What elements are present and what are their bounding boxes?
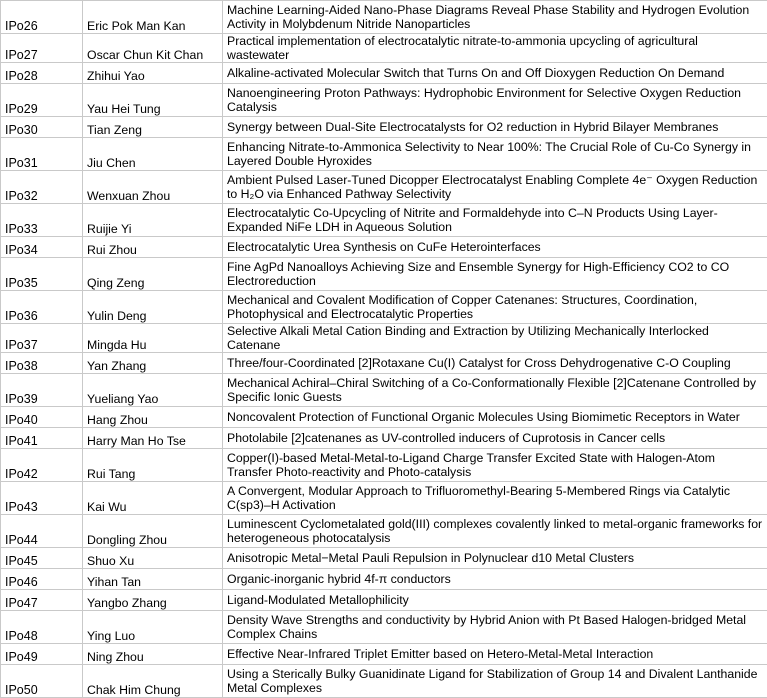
poster-title-cell[interactable]: Practical implementation of electrocatalytic nitrate-to-ammonia upcycling of agricultural wastewater: [223, 34, 767, 63]
table-row: [1, 569, 767, 590]
poster-id-cell[interactable]: IPo50: [1, 665, 83, 698]
presenter-name-cell[interactable]: Rui Zhou: [83, 237, 223, 258]
poster-title-cell[interactable]: Ligand-Modulated Metallophilicity: [223, 590, 767, 611]
table-row: [1, 590, 767, 611]
poster-id-cell[interactable]: IPo36: [1, 291, 83, 324]
poster-title-cell[interactable]: Mechanical and Covalent Modification of Copper Catenanes: Structures, Coordination, Photophysical and Electrocatalytic Properties: [223, 291, 767, 324]
table-row: [1, 258, 767, 291]
presenter-name-cell[interactable]: Mingda Hu: [83, 324, 223, 353]
presenter-name-cell[interactable]: Yulin Deng: [83, 291, 223, 324]
presenter-name-cell[interactable]: Rui Tang: [83, 449, 223, 482]
poster-title-cell[interactable]: Photolabile [2]catenanes as UV-controlled inducers of Cuprotosis in Cancer cells: [223, 428, 767, 449]
presenter-name-cell[interactable]: Yihan Tan: [83, 569, 223, 590]
presenter-name-cell[interactable]: Hang Zhou: [83, 407, 223, 428]
table-row: [1, 353, 767, 374]
poster-title-cell[interactable]: Using a Sterically Bulky Guanidinate Ligand for Stabilization of Group 14 and Divalent Lanthanide Metal Complexes: [223, 665, 767, 698]
table-row: [1, 482, 767, 515]
table-row: [1, 291, 767, 324]
poster-title-cell[interactable]: Synergy between Dual-Site Electrocatalysts for O2 reduction in Hybrid Bilayer Membranes: [223, 117, 767, 138]
presenter-name-cell[interactable]: Tian Zeng: [83, 117, 223, 138]
presenter-name-cell[interactable]: Ruijie Yi: [83, 204, 223, 237]
poster-title-cell[interactable]: Effective Near-Infrared Triplet Emitter based on Hetero-Metal-Metal Interaction: [223, 644, 767, 665]
poster-id-cell[interactable]: IPo30: [1, 117, 83, 138]
poster-title-cell[interactable]: Fine AgPd Nanoalloys Achieving Size and Ensemble Synergy for High-Efficiency CO2 to CO Electroreduction: [223, 258, 767, 291]
table-row: [1, 117, 767, 138]
table-row: [1, 374, 767, 407]
presenter-name-cell[interactable]: Yau Hei Tung: [83, 84, 223, 117]
presenter-name-cell[interactable]: Harry Man Ho Tse: [83, 428, 223, 449]
table-row: [1, 1, 767, 34]
poster-title-cell[interactable]: Electrocatalytic Urea Synthesis on CuFe Heterointerfaces: [223, 237, 767, 258]
presenter-name-cell[interactable]: Chak Him Chung: [83, 665, 223, 698]
poster-title-cell[interactable]: Noncovalent Protection of Functional Organic Molecules Using Biomimetic Receptors in Water: [223, 407, 767, 428]
poster-id-cell[interactable]: IPo37: [1, 324, 83, 353]
poster-title-cell[interactable]: Nanoengineering Proton Pathways: Hydrophobic Environment for Selective Oxygen Reduction Catalysis: [223, 84, 767, 117]
presenter-name-cell[interactable]: Ying Luo: [83, 611, 223, 644]
poster-id-cell[interactable]: IPo49: [1, 644, 83, 665]
poster-id-cell[interactable]: IPo34: [1, 237, 83, 258]
table-row: [1, 611, 767, 644]
poster-id-cell[interactable]: IPo28: [1, 63, 83, 84]
poster-title-cell[interactable]: Mechanical Achiral–Chiral Switching of a Co-Conformationally Flexible [2]Catenane Controlled by Specific Ionic Guests: [223, 374, 767, 407]
presenter-name-cell[interactable]: Jiu Chen: [83, 138, 223, 171]
table-row: [1, 138, 767, 171]
poster-id-cell[interactable]: IPo35: [1, 258, 83, 291]
presenter-name-cell[interactable]: Ning Zhou: [83, 644, 223, 665]
poster-id-cell[interactable]: IPo29: [1, 84, 83, 117]
table-row: [1, 515, 767, 548]
table-row: [1, 204, 767, 237]
poster-title-cell[interactable]: Anisotropic Metal−Metal Pauli Repulsion in Polynuclear d10 Metal Clusters: [223, 548, 767, 569]
poster-id-cell[interactable]: IPo38: [1, 353, 83, 374]
table-row: [1, 428, 767, 449]
table-row: [1, 324, 767, 353]
poster-id-cell[interactable]: IPo42: [1, 449, 83, 482]
poster-title-cell[interactable]: Machine Learning-Aided Nano-Phase Diagrams Reveal Phase Stability and Hydrogen Evolution Activity in Molybdenum Nitride Nanoparticles: [223, 1, 767, 34]
presenter-name-cell[interactable]: Zhihui Yao: [83, 63, 223, 84]
poster-id-cell[interactable]: IPo45: [1, 548, 83, 569]
presenter-name-cell[interactable]: Dongling Zhou: [83, 515, 223, 548]
poster-id-cell[interactable]: IPo41: [1, 428, 83, 449]
table-row: [1, 449, 767, 482]
presenter-name-cell[interactable]: Kai Wu: [83, 482, 223, 515]
poster-title-cell[interactable]: Alkaline-activated Molecular Switch that Turns On and Off Dioxygen Reduction On Demand: [223, 63, 767, 84]
poster-title-cell[interactable]: A Convergent, Modular Approach to Trifluoromethyl-Bearing 5-Membered Rings via Catalytic C(sp3)–H Activation: [223, 482, 767, 515]
poster-id-cell[interactable]: IPo48: [1, 611, 83, 644]
poster-id-cell[interactable]: IPo39: [1, 374, 83, 407]
presenter-name-cell[interactable]: Wenxuan Zhou: [83, 171, 223, 204]
table-row: [1, 34, 767, 63]
poster-id-cell[interactable]: IPo47: [1, 590, 83, 611]
presenter-name-cell[interactable]: Yueliang Yao: [83, 374, 223, 407]
table-row: [1, 644, 767, 665]
poster-title-cell[interactable]: Ambient Pulsed Laser-Tuned Dicopper Electrocatalyst Enabling Complete 4e⁻ Oxygen Reduction to H₂O via Enhanced Pathway Selectivity: [223, 171, 767, 204]
presenter-name-cell[interactable]: Yangbo Zhang: [83, 590, 223, 611]
table-row: [1, 665, 767, 698]
poster-id-cell[interactable]: IPo40: [1, 407, 83, 428]
poster-title-cell[interactable]: Organic-inorganic hybrid 4f-π conductors: [223, 569, 767, 590]
poster-id-cell[interactable]: IPo27: [1, 34, 83, 63]
presenter-name-cell[interactable]: Shuo Xu: [83, 548, 223, 569]
poster-id-cell[interactable]: IPo32: [1, 171, 83, 204]
table-row: [1, 84, 767, 117]
poster-title-cell[interactable]: Selective Alkali Metal Cation Binding and Extraction by Utilizing Mechanically Interlocked Catenane: [223, 324, 767, 353]
presenter-name-cell[interactable]: Qing Zeng: [83, 258, 223, 291]
table-row: [1, 237, 767, 258]
poster-title-cell[interactable]: Density Wave Strengths and conductivity by Hybrid Anion with Pt Based Halogen-bridged Metal Complex Chains: [223, 611, 767, 644]
poster-id-cell[interactable]: IPo33: [1, 204, 83, 237]
presenter-name-cell[interactable]: Eric Pok Man Kan: [83, 1, 223, 34]
presenter-name-cell[interactable]: Yan Zhang: [83, 353, 223, 374]
poster-title-cell[interactable]: Copper(I)-based Metal-Metal-to-Ligand Charge Transfer Excited State with Halogen-Atom Transfer Photo-reactivity and Photo-catalysis: [223, 449, 767, 482]
poster-title-cell[interactable]: Three/four-Coordinated [2]Rotaxane Cu(I) Catalyst for Cross Dehydrogenative C-O Coupling: [223, 353, 767, 374]
poster-title-cell[interactable]: Luminescent Cyclometalated gold(III) complexes covalently linked to metal-organic frameworks for heterogeneous photocatalysis: [223, 515, 767, 548]
table-row: [1, 63, 767, 84]
presenter-name-cell[interactable]: Oscar Chun Kit Chan: [83, 34, 223, 63]
poster-title-cell[interactable]: Enhancing Nitrate-to-Ammonica Selectivity to Near 100%: The Crucial Role of Cu-Co Synergy in Layered Double Hyroxides: [223, 138, 767, 171]
table-body: [1, 1, 767, 698]
table-row: [1, 548, 767, 569]
poster-id-cell[interactable]: IPo26: [1, 1, 83, 34]
poster-id-cell[interactable]: IPo46: [1, 569, 83, 590]
table-row: [1, 407, 767, 428]
poster-title-cell[interactable]: Electrocatalytic Co-Upcycling of Nitrite and Formaldehyde into C–N Products Using Layer-Expanded NiFe LDH in Aqueous Solution: [223, 204, 767, 237]
poster-id-cell[interactable]: IPo43: [1, 482, 83, 515]
poster-id-cell[interactable]: IPo31: [1, 138, 83, 171]
poster-id-cell[interactable]: IPo44: [1, 515, 83, 548]
table-row: [1, 171, 767, 204]
